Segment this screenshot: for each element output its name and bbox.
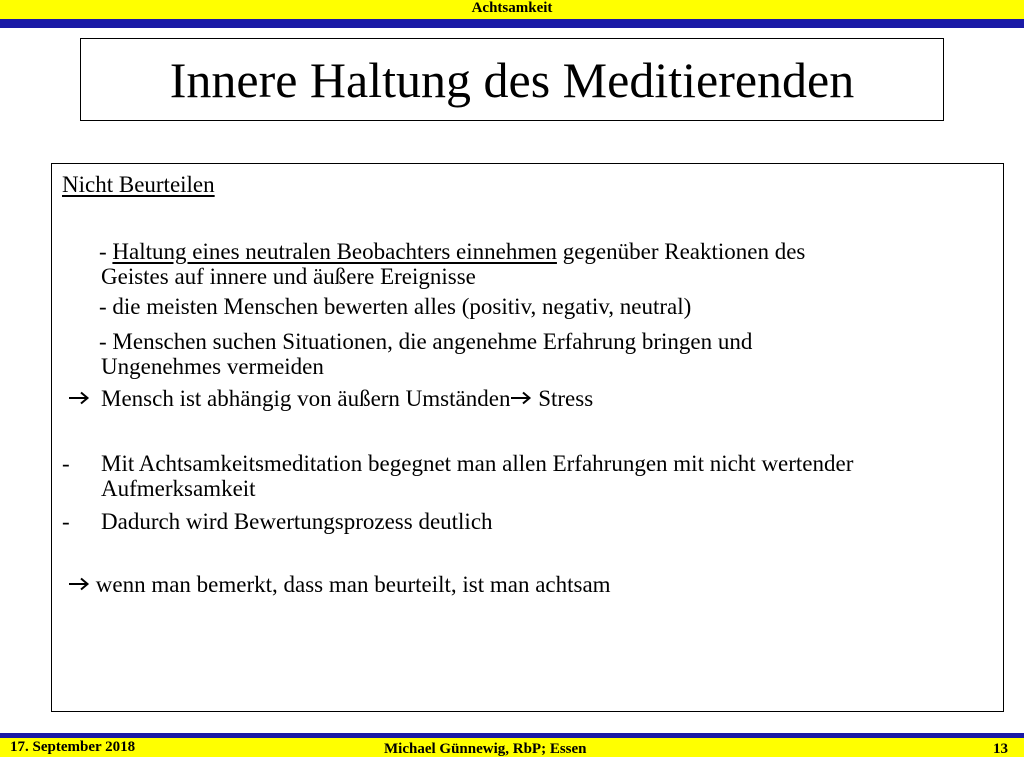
right-arrow-icon	[68, 391, 90, 405]
page-number: 13	[993, 741, 1008, 757]
page-title: Innere Haltung des Meditierenden	[169, 51, 855, 108]
footer-blue-bar	[0, 733, 1024, 738]
bullet1-line2: Aufmerksamkeit	[101, 476, 256, 501]
header-band	[0, 0, 1024, 30]
bullet1-line1: Mit Achtsamkeitsmeditation begegnet man allen Erfahrungen mit nicht wertender	[101, 451, 854, 476]
item2: - die meisten Menschen bewerten alles (positiv, negativ, neutral)	[99, 294, 692, 319]
right-arrow-icon	[510, 391, 532, 405]
content-heading	[62, 172, 215, 197]
conclusion2-text: wenn man bemerkt, dass man beurteilt, ist man achtsam	[90, 572, 611, 597]
bullet2-dash: -	[62, 509, 70, 534]
title-box	[80, 38, 944, 121]
conclusion1-part1: Mensch ist abhängig von äußern Umständen	[101, 386, 511, 411]
conclusion2	[68, 572, 611, 597]
header-label: Achtsamkeit	[471, 0, 553, 16]
header-blue-bar	[0, 19, 1024, 28]
conclusion1	[68, 386, 593, 411]
item1-rest: gegenüber Reaktionen des	[556, 239, 806, 264]
bullet2: Dadurch wird Bewertungsprozess deutlich	[101, 509, 493, 534]
item1-underlined: Haltung eines neutralen Beobachters einnehmen	[112, 239, 557, 264]
conclusion1-part2: Stress	[532, 386, 594, 411]
item3-line2: Ungenehmes vermeiden	[101, 354, 324, 379]
footer-band	[0, 733, 1024, 757]
item1-line1	[99, 239, 805, 264]
item3-line1: - Menschen suchen Situationen, die angenehme Erfahrung bringen und	[99, 329, 753, 354]
footer-author: Michael Günnewig, RbP; Essen	[384, 741, 587, 757]
content-box	[51, 163, 1004, 712]
item1-dash: -	[99, 239, 113, 264]
item1-line2: Geistes auf innere und äußere Ereignisse	[101, 264, 476, 289]
bullet1-dash: -	[62, 451, 70, 476]
right-arrow-icon	[68, 577, 90, 591]
heading-text: Nicht Beurteilen	[62, 172, 215, 197]
footer-date: 17. September 2018	[10, 739, 136, 755]
